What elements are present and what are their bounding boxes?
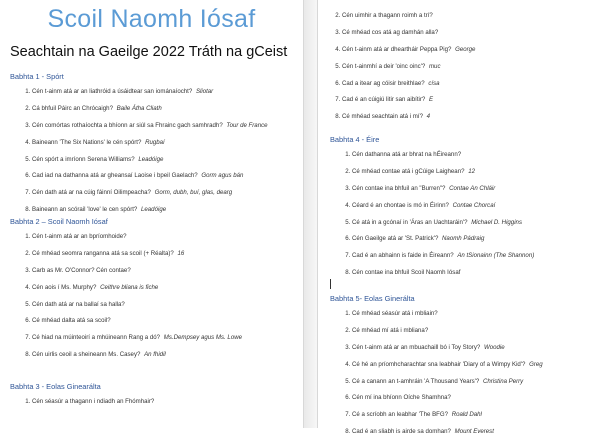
question-text: Cén dath atá ar na ballaí sa halla? (32, 300, 125, 308)
answer-text: muc (428, 62, 441, 70)
question-item (352, 360, 543, 371)
question-text: Cén t-ainm atá ar an liathróid a úsáidtear san iománaíocht? (32, 88, 193, 95)
question-item (352, 234, 534, 245)
question-text: Carb as Mr. O'Connor? Cén contae? (32, 266, 131, 274)
question-item (352, 251, 534, 262)
question-item (32, 249, 242, 260)
round-heading: Babhta 5- Eolas Ginerálta (330, 294, 415, 303)
answer-text: An fhidil (144, 351, 166, 359)
round-4-section (330, 135, 534, 285)
question-item (32, 87, 268, 98)
answer-text: Baile Átha Cliath (116, 104, 162, 112)
question-list (320, 11, 475, 123)
question-list (10, 397, 154, 408)
question-text: Cén Gaeilge atá ar 'St. Patrick'? (352, 235, 439, 243)
question-text: Cé mhéad séasúr atá i mbliain? (352, 310, 438, 317)
document-title: Seachtain na Gaeilge 2022 Tráth na gCeist (10, 44, 288, 60)
school-title: Scoil Naomh Iósaf (47, 5, 256, 33)
answer-text: Rugbaí (145, 138, 165, 146)
answer-text: Woodie (483, 343, 505, 351)
answer-text: Gorm agus bán (201, 172, 244, 180)
question-item (352, 268, 534, 279)
question-list (330, 150, 534, 279)
question-text: Cad é an cúigiú litir san aibítir? (342, 96, 426, 104)
round-3-section (10, 382, 154, 414)
question-text: Céard é an chontae is mó in Éirinn? (352, 201, 449, 209)
question-item (352, 201, 534, 212)
document-page-right (318, 0, 600, 436)
question-item (32, 316, 242, 327)
answer-text: 16 (177, 249, 185, 257)
answer-text: Michael D. Higgins (471, 218, 522, 226)
question-item (32, 188, 268, 199)
question-item (32, 283, 242, 294)
question-text: Cad é an sliabh is airde sa domhan? (352, 428, 451, 436)
question-text: Cé atá in a gcónaí in 'Áras an Uachtaráin'? (352, 218, 468, 226)
question-text: Cén t-ainmhí a deir 'oinc oinc'? (342, 62, 426, 70)
question-list (10, 232, 242, 361)
question-item (342, 95, 475, 106)
answer-text: Leadóige (138, 155, 164, 163)
answer-text: E (429, 96, 434, 104)
question-item (342, 79, 475, 90)
question-list (10, 87, 268, 216)
question-text: Cén spórt a imríonn Serena Williams? (32, 155, 135, 163)
question-text: Cén contae ina bhfuil Scoil Naomh Iósaf (352, 269, 461, 277)
round-3-continued (320, 11, 475, 129)
document-page-left (0, 0, 303, 428)
question-text: Cá bhfuil Páirc an Chrócaigh? (32, 104, 113, 112)
question-text: Cé a canann an t-amhráin 'A Thousand Years'? (352, 377, 480, 385)
question-text: Cén séasúr a thagann i ndiadh an Fhómhair? (32, 398, 155, 405)
round-5-section (330, 294, 543, 444)
answer-text: císa (428, 79, 440, 87)
question-text: Cén comórtas rothaíochta a bhíonn ar siúl sa Fhrainc gach samhradh? (32, 121, 223, 129)
answer-text: 4 (426, 113, 431, 121)
answer-text: Naomh Pádraig (442, 235, 485, 243)
answer-text: George (455, 45, 476, 53)
question-text: Cén t-ainm atá ar an bpríomhoide? (32, 233, 127, 240)
question-item (352, 410, 543, 421)
question-text: Baineann an scórail 'love' le cen spórt? (32, 206, 138, 214)
round-heading: Babhta 2 – Scoil Naomh Iósaf (10, 217, 108, 226)
question-item (342, 112, 475, 123)
answer-text: Gorm, dubh, buí, glas, dearg (154, 189, 233, 197)
answer-text: Sliotar (195, 88, 214, 95)
question-item (352, 427, 543, 438)
question-item (32, 138, 268, 149)
answer-text: Mount Everest (454, 428, 494, 436)
text-cursor (330, 279, 331, 289)
question-text: Cé mhéad seomra ranganna atá sa scoil (+ Réalta)? (32, 249, 174, 257)
question-item (32, 397, 154, 408)
question-item (352, 218, 534, 229)
question-text: Cén t-ainm atá ar dheartháir Peppa Pig? (342, 45, 452, 53)
question-item (32, 333, 242, 344)
answer-text: Roald Dahl (451, 411, 482, 419)
question-text: Cén uimhir a thagann roimh a trí? (342, 12, 433, 19)
question-text: Cé mhéad mí atá i mbliana? (352, 326, 429, 334)
question-text: Cén t-ainm atá ar an mbuachaill bó i Toy Story? (352, 343, 481, 351)
question-list (330, 309, 543, 438)
question-item (342, 28, 475, 39)
question-item (352, 377, 543, 388)
question-text: Cé hé an príomhcharachtar sna leabhair 'Diary of a Wimpy Kid'? (352, 360, 526, 368)
question-text: Cad é an abhainn is faide in Éireann? (352, 252, 454, 260)
question-item (32, 232, 242, 243)
page-gutter (303, 0, 318, 428)
question-item (352, 167, 534, 178)
answer-text: An tSionainn (The Shannon) (457, 252, 535, 260)
answer-text: Leadóige (141, 206, 167, 214)
question-text: Cé mhéad cos atá ag damhán alla? (342, 28, 439, 36)
question-text: Cad a itear ag cóisir breithlae? (342, 79, 425, 87)
question-text: Cén contae ina bhfuil an "Burren"? (352, 184, 446, 192)
question-item (32, 121, 268, 132)
answer-text: Contae An Chláir (449, 184, 496, 192)
question-item (352, 393, 543, 404)
question-item (32, 300, 242, 311)
question-text: Baineann 'The Six Nations' le cén spórt? (32, 138, 142, 146)
question-text: Cé mhéad seachtain atá i mí? (342, 113, 423, 121)
round-heading: Babhta 3 - Eolas Ginearálta (10, 382, 101, 391)
question-item (32, 350, 242, 361)
question-text: Cén uirlis ceoil a sheineann Ms. Casey? (32, 351, 141, 359)
question-item (32, 155, 268, 166)
question-item (352, 309, 543, 320)
question-text: Cé mhéad contae atá i gCúige Laighean? (352, 167, 465, 175)
round-heading: Babhta 1 - Spórt (10, 72, 64, 81)
round-1-section (10, 72, 268, 222)
answer-text: Ceithre bliana is fiche (100, 283, 159, 291)
answer-text: Contae Chorcaí (452, 201, 496, 209)
question-text: Cén mí ina bhíonn Oíche Shamhna? (352, 394, 451, 402)
question-text: Cad iad na dathanna atá ar gheansaí Laoise i bpeil Gaelach? (32, 172, 198, 180)
question-item (352, 343, 543, 354)
question-text: Cé a scríobh an leabhar 'The BFG? (352, 411, 449, 419)
question-item (342, 62, 475, 73)
question-item (32, 171, 268, 182)
answer-text: Greg (529, 360, 543, 368)
answer-text: Ms.Dempsey agus Ms. Lowe (163, 334, 242, 342)
question-item (32, 205, 268, 216)
question-item (342, 45, 475, 56)
answer-text: Christina Perry (482, 377, 524, 385)
question-text: Cén dath atá ar na cúig fáinní Oilimpeacha? (32, 189, 151, 197)
question-text: Cén dathanna atá ar bhrat na hÉireann? (352, 151, 462, 158)
answer-text: Tour de France (226, 121, 268, 129)
answer-text: 12 (468, 167, 475, 175)
round-heading: Babhta 4 - Éire (330, 135, 380, 144)
question-item (32, 266, 242, 277)
question-text: Cé mhéad dalta atá sa scoil? (32, 317, 111, 325)
round-2-section (10, 217, 242, 367)
question-text: Cén aois í Ms. Murphy? (32, 283, 97, 291)
question-text: Cé hiad na múinteoirí a mhúineann Rang a dó? (32, 334, 161, 342)
question-item (352, 150, 534, 161)
question-item (32, 104, 268, 115)
question-item (352, 184, 534, 195)
question-item (342, 11, 475, 22)
question-item (352, 326, 543, 337)
